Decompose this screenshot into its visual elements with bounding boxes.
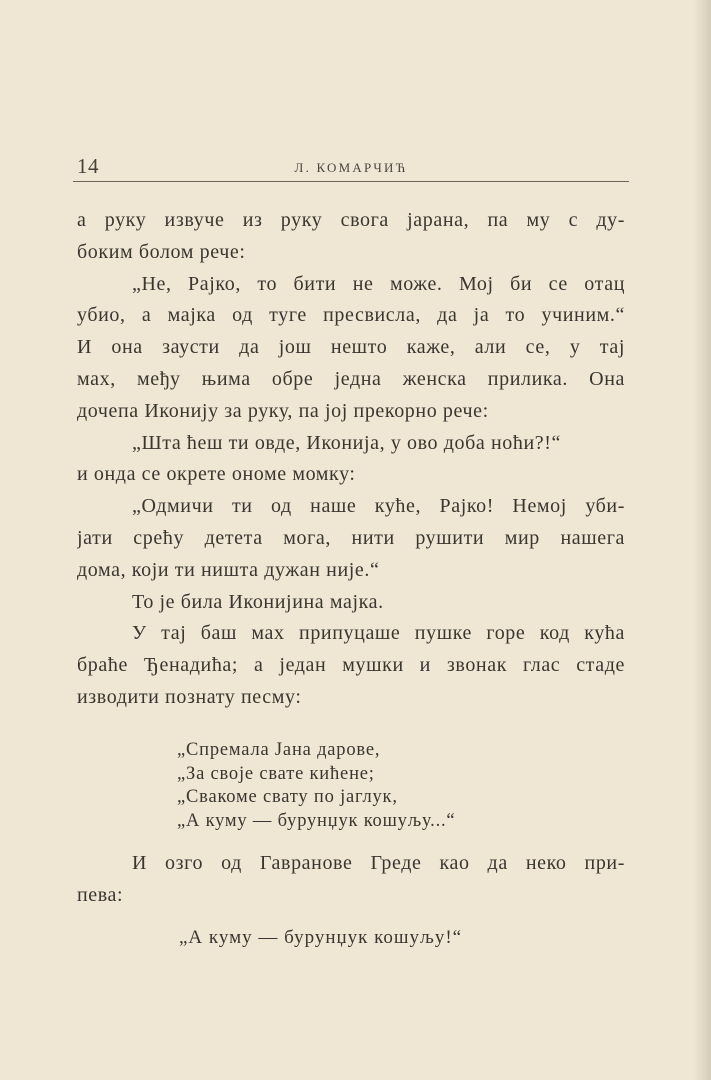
page-header	[73, 152, 629, 182]
text-line: „Одмичи ти од наше куће, Рајко! Немој уби-	[132, 495, 625, 518]
text-line: мах, међу њима обре једна женска прилика. Она	[77, 367, 625, 390]
text-line: У тај баш мах припуцаше пушке горе код кућа	[132, 622, 625, 645]
verse-line: „Спремала Јана дарове,	[177, 740, 381, 760]
final-verse-line: „А куму — бурунџук кошуљу!“	[179, 927, 463, 948]
verse-line: „Свакоме свату по јаглук,	[177, 787, 398, 807]
text-line: „Шта ћеш ти овде, Иконија, у ово доба ноћи?!“	[132, 431, 561, 454]
text-line: и онда се окрете ономе момку:	[77, 463, 356, 486]
text-line: И озго од Гавранове Греде као да неко при-	[132, 852, 625, 874]
verse-block	[177, 739, 537, 833]
text-line: а руку извуче из руку свога јарана, па му с ду-	[77, 209, 625, 231]
text-line: убио, а мајка од туге пресвисла, да ја то учиним.“	[77, 304, 625, 327]
closing-paragraph	[77, 848, 625, 912]
text-line: И она заусти да још нешто каже, али се, у тај	[77, 336, 625, 359]
verse-line: „За своје свате кићене;	[177, 763, 375, 784]
running-head: Л. КОМАРЧИЋ	[294, 160, 408, 175]
header-rule	[73, 181, 629, 182]
verse-line: „А куму — бурунџук кошуљу...“	[177, 810, 456, 831]
text-line: То је била Иконијина мајка.	[132, 590, 384, 613]
text-line: дочепа Иконију за руку, па јој прекорно рече:	[77, 399, 489, 422]
text-line: дома, који ти ништа дужан није.“	[77, 558, 380, 581]
text-line: браће Ђенадића; а један мушки и звонак глас стаде	[77, 654, 625, 677]
text-line: јати срећу детета мога, нити рушити мир нашега	[77, 526, 625, 549]
body-text	[77, 205, 625, 714]
page-edge-shadow	[693, 0, 711, 1080]
text-line: пева:	[77, 883, 124, 906]
text-line: боким болом рече:	[77, 240, 246, 263]
page-number: 14	[77, 154, 99, 178]
text-line: изводити познату песму:	[77, 685, 302, 708]
text-line: „Не, Рајко, то бити не може. Мој би се отац	[132, 272, 625, 295]
